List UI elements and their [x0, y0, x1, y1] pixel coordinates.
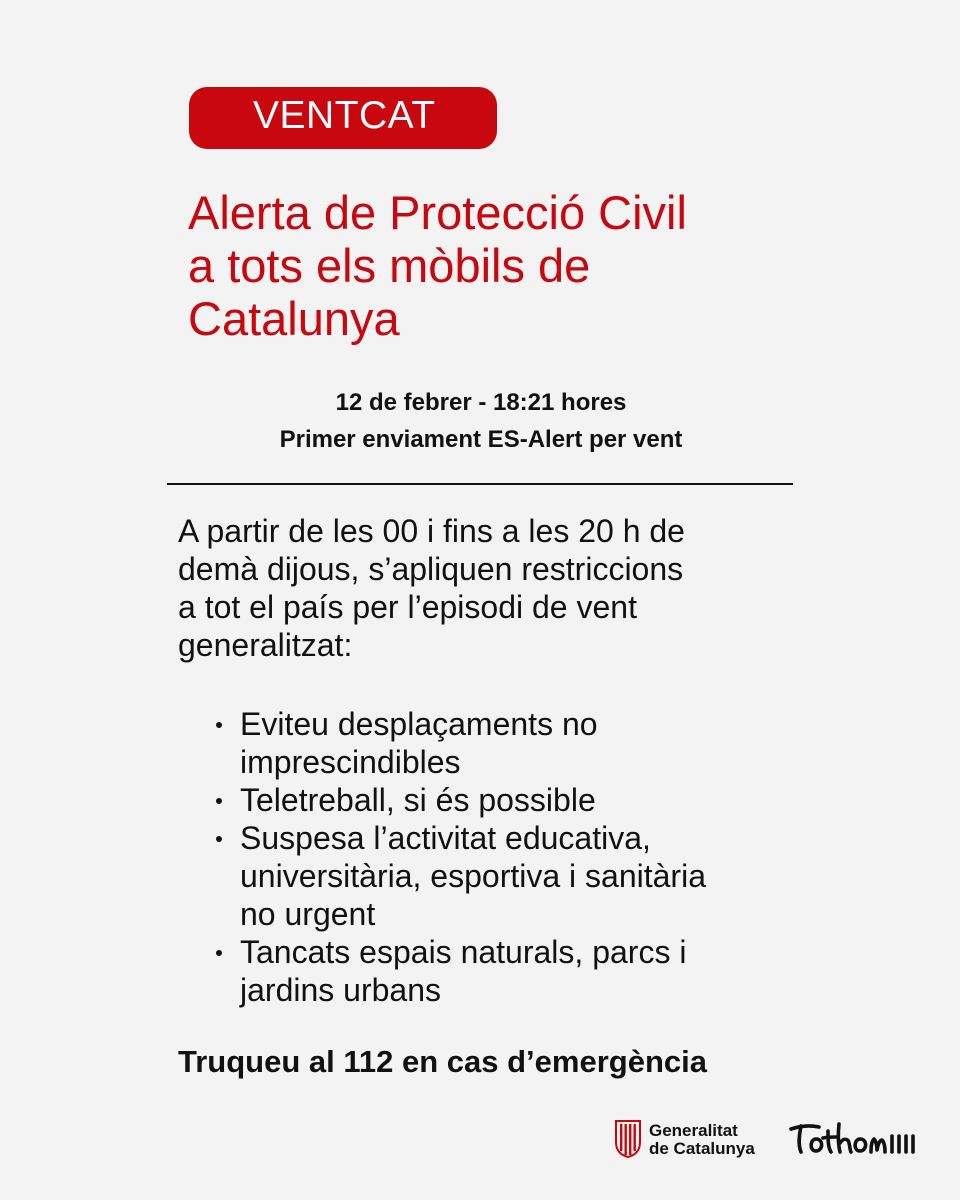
alert-datetime: 12 de febrer - 18:21 hores: [335, 389, 627, 416]
list-item: [178, 819, 818, 933]
list-item-line: jardins urbans: [240, 972, 441, 1008]
title-line: Alerta de Protecció Civil: [188, 186, 687, 239]
alert-meta: [168, 384, 794, 458]
restrictions-list: [178, 705, 818, 1009]
list-item-line: Eviteu desplaçaments no: [240, 706, 598, 742]
generalitat-line: de Catalunya: [649, 1139, 755, 1158]
list-item-line: Suspesa l’activitat educativa,: [240, 820, 651, 856]
list-item: [178, 933, 818, 1009]
list-item-line: universitària, esportiva i sanitària: [240, 858, 706, 894]
list-item: [178, 705, 818, 781]
list-item-line: Tancats espais naturals, parcs i: [240, 934, 687, 970]
intro-paragraph: [178, 512, 798, 664]
title-line: a tots els mòbils de: [188, 239, 591, 292]
list-item-line: no urgent: [240, 896, 376, 932]
intro-line: demà dijous, s’apliquen restriccions: [178, 551, 684, 587]
intro-line: generalitzat:: [178, 627, 353, 663]
ventcat-badge: [189, 87, 497, 149]
senyera-icon: [615, 1120, 641, 1158]
alert-title: [188, 186, 888, 345]
tothom-logo: [786, 1112, 926, 1162]
list-item: [178, 781, 818, 819]
list-item-line: imprescindibles: [240, 744, 461, 780]
generalitat-logo: [615, 1120, 785, 1160]
badge-label: VENTCAT: [253, 94, 436, 137]
intro-line: A partir de les 00 i fins a les 20 h de: [178, 513, 685, 549]
generalitat-wordmark: [649, 1122, 755, 1158]
generalitat-line: Generalitat: [649, 1121, 738, 1140]
divider: [167, 483, 793, 485]
list-item-line: Teletreball, si és possible: [240, 782, 596, 818]
title-line: Catalunya: [188, 292, 400, 345]
intro-line: a tot el país per l’episodi de vent: [178, 589, 637, 625]
emergency-call-text: Truqueu al 112 en cas d’emergència: [178, 1044, 707, 1079]
alert-subtitle: Primer enviament ES-Alert per vent: [279, 426, 683, 453]
